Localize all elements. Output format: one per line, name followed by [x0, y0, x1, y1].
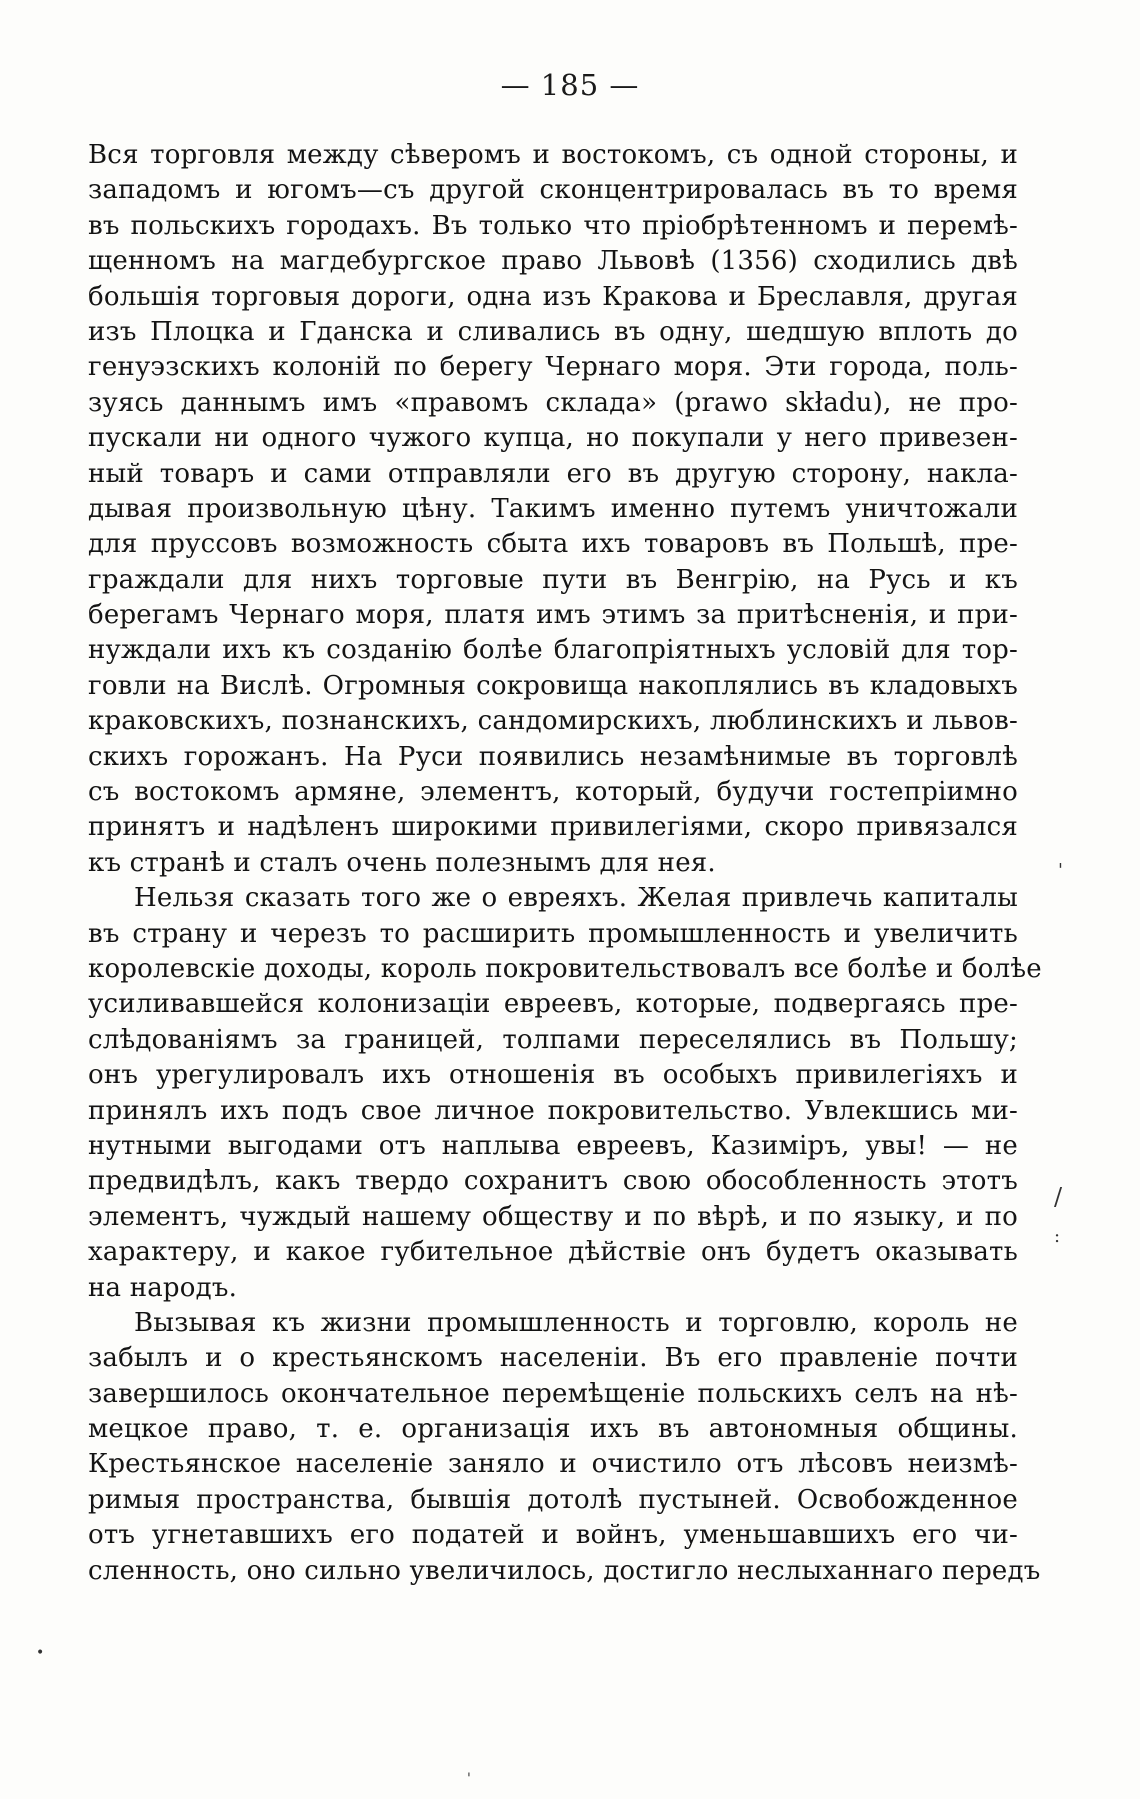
text-line: пускали ни одного чужого купца, но покупали у него привезен-	[88, 423, 1018, 454]
text-line: нуждали ихъ къ созданію болѣе благопріятныхъ условій для тор-	[88, 635, 1018, 666]
paragraph-2	[88, 881, 1042, 1306]
text-line: римыя пространства, бывшія дотолѣ пустыней. Освобожденное	[88, 1484, 1018, 1515]
text-line: въ страну и черезъ то расширить промышленность и увеличить	[88, 918, 1018, 949]
margin-dot-mark: •	[36, 1645, 45, 1661]
text-line: онъ урегулировалъ ихъ отношенія въ особыхъ привилегіяхъ и	[88, 1060, 1018, 1091]
text-line: щенномъ на магдебургское право Львовѣ (1356) сходились двѣ	[88, 246, 1018, 277]
text-line: на народъ.	[88, 1272, 238, 1303]
text-line: отъ угнетавшихъ его податей и войнъ, уменьшавшихъ его чи-	[88, 1520, 1018, 1551]
paragraph-1	[88, 138, 1018, 881]
text-line: большія торговыя дороги, одна изъ Кракова и Бреславля, другая	[88, 281, 1018, 312]
text-line: ный товаръ и сами отправляли его въ другую сторону, накла-	[88, 458, 1018, 489]
text-line: принятъ и надѣленъ широкими привилегіями, скоро привязался	[88, 812, 1018, 843]
text-line: съ востокомъ армяне, элементъ, который, будучи гостепріимно	[88, 777, 1018, 808]
text-line: забылъ и о крестьянскомъ населеніи. Въ его правленіе почти	[88, 1343, 1018, 1374]
text-line: Вся торговля между сѣверомъ и востокомъ, съ одной стороны, и	[88, 140, 1018, 170]
margin-tick-mark: '	[1058, 860, 1063, 881]
text-line: сленность, оно сильно увеличилось, достигло неслыханнаго передъ	[88, 1555, 1041, 1586]
text-line: нутными выгодами отъ наплыва евреевъ, Казиміръ, увы! — не	[88, 1130, 1018, 1161]
text-line: генуэзскихъ колоній по берегу Чернаго моря. Эти города, поль-	[88, 352, 1018, 383]
text-line: завершилось окончательное перемѣщеніе польскихъ селъ на нѣ-	[88, 1378, 1018, 1409]
text-line: изъ Плоцка и Гданска и сливались въ одну, шедшую вплоть до	[88, 316, 1018, 347]
margin-dots-mark: :	[1054, 1226, 1061, 1247]
text-line: Нельзя сказать того же о евреяхъ. Желая привлечь капиталы	[134, 883, 1018, 914]
text-line: для пруссовъ возможность сбыта ихъ товаровъ въ Польшѣ, пре-	[88, 529, 1018, 560]
text-line: въ польскихъ городахъ. Въ только что пріобрѣтенномъ и перемѣ-	[88, 210, 1018, 241]
text-line: Вызывая къ жизни промышленность и торговлю, король не	[134, 1307, 1018, 1338]
page-number: — 185 —	[500, 68, 640, 102]
text-line: Крестьянское населеніе заняло и очистило отъ лѣсовъ неизмѣ-	[88, 1449, 1018, 1480]
text-line: предвидѣлъ, какъ твердо сохранитъ свою обособленность этотъ	[88, 1166, 1018, 1197]
text-line: принялъ ихъ подъ свое личное покровительство. Увлекшись ми-	[88, 1095, 1018, 1126]
body-text	[88, 138, 1042, 1589]
bottom-tick-mark: '	[467, 1771, 471, 1787]
text-line: королевскіе доходы, король покровительствовалъ все болѣе и болѣе	[88, 953, 1042, 984]
text-line: зуясь даннымъ имъ «правомъ склада» (prawo składu), не про-	[88, 387, 1018, 418]
text-line: дывая произвольную цѣну. Такимъ именно путемъ уничтожали	[88, 493, 1018, 524]
text-line: характеру, и какое губительное дѣйствіе онъ будетъ оказывать	[88, 1237, 1018, 1268]
text-line: скихъ горожанъ. На Руси появились незамѣнимые въ торговлѣ	[88, 741, 1018, 772]
text-line: мецкое право, т. е. организація ихъ въ автономныя общины.	[88, 1414, 1018, 1445]
text-line: говли на Вислѣ. Огромныя сокровища накоплялись въ кладовыхъ	[88, 670, 1018, 701]
paragraph-3	[88, 1306, 1041, 1589]
text-line: краковскихъ, познанскихъ, сандомирскихъ, люблинскихъ и львов-	[88, 706, 1018, 737]
text-line: къ странѣ и сталъ очень полезнымъ для нея.	[88, 847, 716, 878]
text-line: элементъ, чуждый нашему обществу и по вѣрѣ, и по языку, и по	[88, 1201, 1018, 1232]
margin-bracket-mark: /	[1054, 1183, 1063, 1211]
text-line: усиливавшейся колонизаціи евреевъ, которые, подвергаясь пре-	[88, 989, 1018, 1020]
text-line: западомъ и югомъ—съ другой сконцентрировалась въ то время	[88, 175, 1018, 206]
text-line: граждали для нихъ торговые пути въ Венгрію, на Русь и къ	[88, 564, 1018, 595]
text-line: слѣдованіямъ за границей, толпами переселялись въ Польшу;	[88, 1024, 1018, 1055]
text-line: берегамъ Чернаго моря, платя имъ этимъ за притѣсненія, и при-	[88, 600, 1018, 631]
